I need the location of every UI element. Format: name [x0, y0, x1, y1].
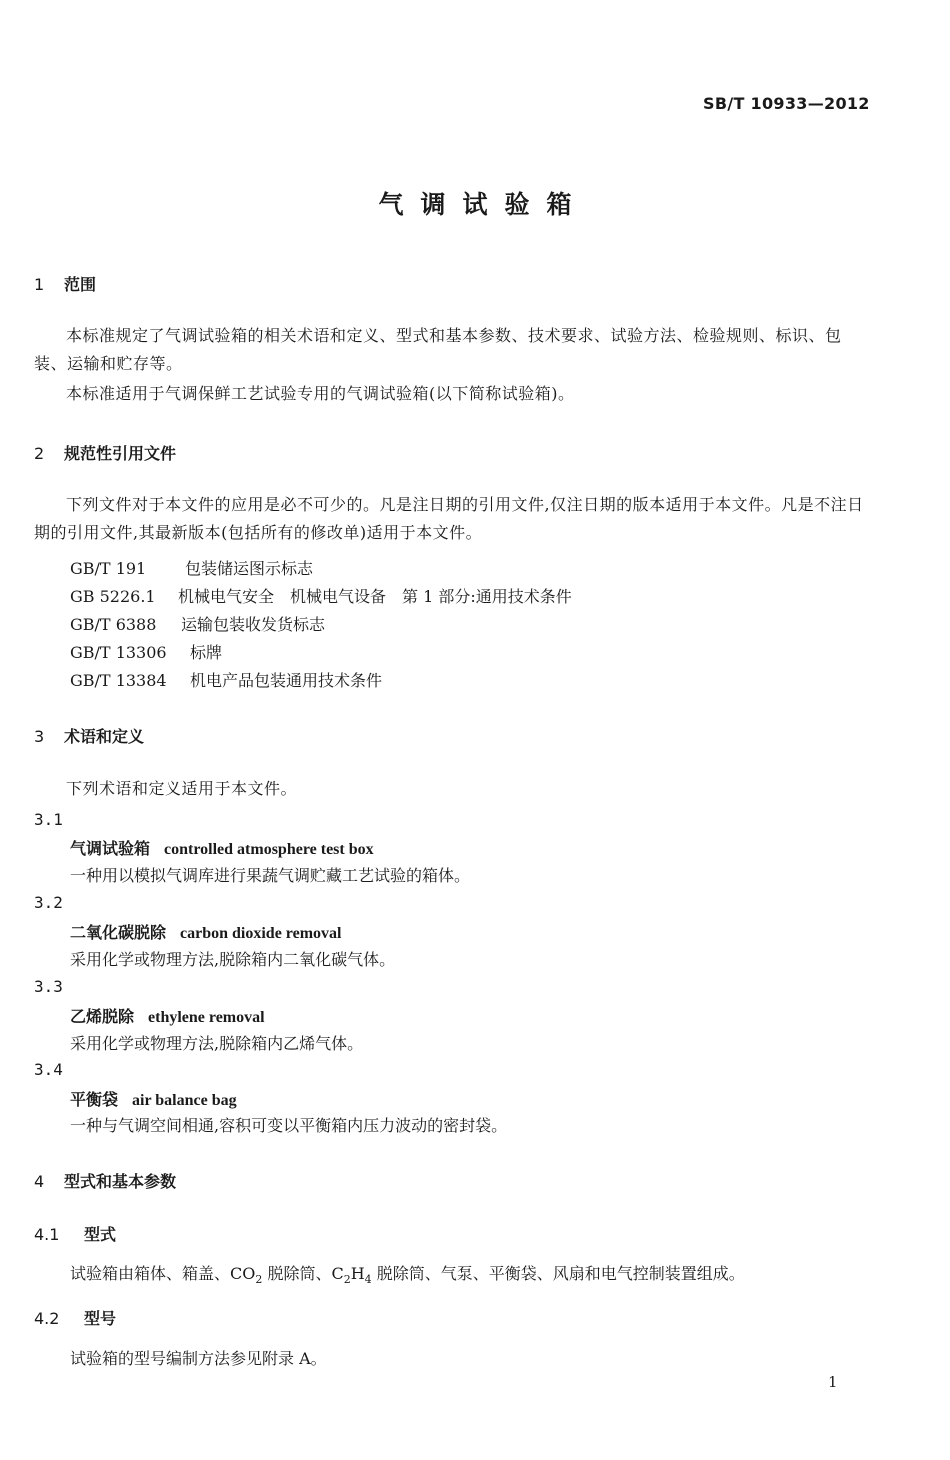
subsection-4-1-heading	[34, 1222, 116, 1245]
term-zh: 二氧化碳脱除	[70, 923, 167, 942]
reference-item	[70, 612, 325, 635]
term-heading	[70, 920, 342, 943]
term-number: 3.2	[34, 893, 63, 912]
term-en: ethylene removal	[148, 1009, 265, 1026]
term-heading	[70, 1087, 237, 1110]
term-number: 3.1	[34, 810, 63, 829]
standard-code: SB/T 10933—2012	[703, 94, 870, 113]
term-definition: 一种用以模拟气调库进行果蔬气调贮藏工艺试验的箱体。	[70, 866, 471, 885]
reference-code: GB/T 13306	[70, 643, 167, 662]
reference-code: GB/T 6388	[70, 615, 157, 634]
term-definition: 采用化学或物理方法,脱除箱内乙烯气体。	[70, 1034, 364, 1053]
reference-item	[70, 556, 313, 579]
reference-code: GB/T 191	[70, 559, 147, 578]
reference-title: 标牌	[190, 643, 223, 662]
term-zh: 乙烯脱除	[70, 1007, 135, 1026]
section-2-heading	[34, 441, 176, 464]
section-number: 4	[34, 1172, 45, 1191]
subscript: 2	[255, 1273, 263, 1287]
section-title: 范围	[64, 275, 97, 294]
paragraph-scope-applicability: 本标准适用于气调保鲜工艺试验专用的气调试验箱(以下简称试验箱)。	[66, 384, 575, 403]
section-number: 2	[34, 444, 45, 463]
section-title: 规范性引用文件	[64, 444, 177, 463]
subsection-title: 型号	[84, 1309, 117, 1328]
reference-item	[70, 640, 222, 663]
section-title: 型式和基本参数	[64, 1172, 177, 1191]
paragraph-model: 试验箱的型号编制方法参见附录 A。	[70, 1349, 327, 1368]
term-zh: 平衡袋	[70, 1090, 119, 1109]
term-en: carbon dioxide removal	[180, 925, 342, 942]
subsection-title: 型式	[84, 1225, 117, 1244]
term-number: 3.3	[34, 977, 63, 996]
paragraph-references-intro: 下列文件对于本文件的应用是必不可少的。凡是注日期的引用文件,仅注日期的版本适用于本文件。凡是不注日期的引用文件,其最新版本(包括所有的修改单)适用于本文件。	[34, 495, 864, 542]
section-3-heading	[34, 724, 144, 747]
reference-title: 机械电气安全 机械电气设备 第 1 部分:通用技术条件	[178, 587, 572, 606]
subsection-number: 4.2	[34, 1309, 60, 1328]
document-title: 气调试验箱	[378, 190, 589, 219]
subscript: 2	[343, 1273, 351, 1287]
paragraph-type	[70, 1260, 745, 1294]
term-definition: 一种与气调空间相通,容积可变以平衡箱内压力波动的密封袋。	[70, 1116, 508, 1135]
subscript: 4	[364, 1273, 372, 1287]
text-run: 试验箱由箱体、箱盖、CO	[70, 1264, 256, 1283]
section-number: 3	[34, 727, 45, 746]
section-number: 1	[34, 275, 45, 294]
term-heading	[70, 836, 374, 859]
section-title: 术语和定义	[64, 727, 145, 746]
text-run: H	[350, 1264, 365, 1283]
text-run: 脱除筒、气泵、平衡袋、风扇和电气控制装置组成。	[371, 1264, 745, 1283]
paragraph-scope: 本标准规定了气调试验箱的相关术语和定义、型式和基本参数、技术要求、试验方法、检验规则、标识、包装、运输和贮存等。	[34, 326, 842, 373]
subsection-number: 4.1	[34, 1225, 60, 1244]
reference-title: 包装储运图示标志	[185, 559, 314, 578]
term-definition: 采用化学或物理方法,脱除箱内二氧化碳气体。	[70, 950, 396, 969]
section-4-heading	[34, 1169, 176, 1192]
term-heading	[70, 1004, 265, 1027]
page-number: 1	[828, 1373, 838, 1391]
section-1-heading	[34, 272, 96, 295]
term-en: controlled atmosphere test box	[164, 841, 374, 858]
reference-title: 机电产品包装通用技术条件	[190, 671, 383, 690]
reference-code: GB 5226.1	[70, 587, 156, 606]
paragraph-terms-intro: 下列术语和定义适用于本文件。	[66, 779, 298, 798]
term-number: 3.4	[34, 1060, 63, 1079]
term-en: air balance bag	[132, 1092, 237, 1109]
reference-code: GB/T 13384	[70, 671, 167, 690]
reference-item	[70, 668, 382, 691]
term-zh: 气调试验箱	[70, 839, 151, 858]
subsection-4-2-heading	[34, 1306, 116, 1329]
reference-title: 运输包装收发货标志	[181, 615, 326, 634]
reference-item	[70, 584, 572, 607]
text-run: 脱除筒、C	[262, 1264, 344, 1283]
